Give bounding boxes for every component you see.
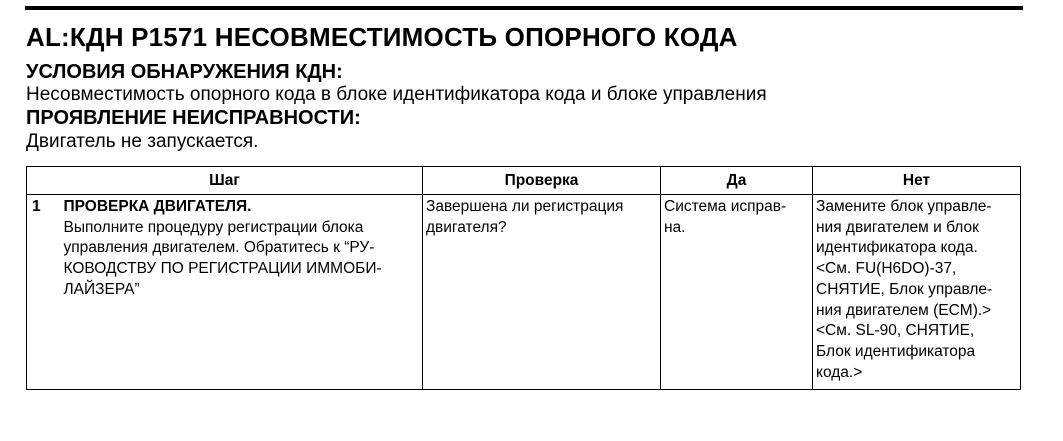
no-line: СНЯТИЕ, Блок управле- <box>816 280 993 298</box>
detection-conditions-text: Несовместимость опорного кода в блоке идентификатора кода и блоке управления <box>26 84 767 105</box>
no-line: кода.> <box>816 363 863 381</box>
no-line: <См. FU(H6DO)-37, <box>816 260 957 278</box>
header-no: Нет <box>813 167 1021 195</box>
no-line: Блок идентификатора <box>816 342 976 360</box>
check-line: Завершена ли регистрация <box>426 198 624 215</box>
no-line: идентификатора кода. <box>816 239 978 257</box>
check-line: двигателя? <box>426 218 507 236</box>
no-line: Замените блок управле- <box>816 198 992 215</box>
check-cell <box>423 195 661 390</box>
no-cell <box>813 195 1021 390</box>
header-yes: Да <box>661 167 813 195</box>
diagnostic-table <box>26 166 1021 390</box>
yes-line: на. <box>664 218 686 236</box>
trouble-symptom-heading: ПРОЯВЛЕНИЕ НЕИСПРАВНОСТИ: <box>26 107 361 129</box>
header-check: Проверка <box>423 167 661 195</box>
yes-cell <box>661 195 813 390</box>
yes-line: Система исправ- <box>664 198 787 215</box>
page-title: AL:КДН P1571 НЕСОВМЕСТИМОСТЬ ОПОРНОГО КОДА <box>26 22 738 52</box>
step-line: ЛАЙЗЕРА” <box>63 280 140 298</box>
no-line: <См. SL-90, СНЯТИЕ, <box>816 322 975 340</box>
no-line: ния двигателем и блок <box>816 218 979 236</box>
step-cell <box>61 195 423 390</box>
step-line: управления двигателем. Обратитесь к “РУ- <box>63 239 375 257</box>
table-header-row <box>27 167 1021 195</box>
header-step: Шаг <box>27 167 423 195</box>
step-number: 1 <box>27 195 61 390</box>
trouble-symptom-text: Двигатель не запускается. <box>26 131 259 152</box>
detection-conditions-heading: УСЛОВИЯ ОБНАРУЖЕНИЯ КДН: <box>26 61 343 83</box>
no-line: ния двигателем (ECM).> <box>816 301 992 319</box>
step-line: КОВОДСТВУ ПО РЕГИСТРАЦИИ ИММОБИ- <box>63 260 382 278</box>
step-line: Выполните процедуру регистрации блока <box>63 218 364 236</box>
step-title: ПРОВЕРКА ДВИГАТЕЛЯ. <box>63 198 252 215</box>
table-row <box>27 195 1021 390</box>
top-rule <box>25 6 1023 10</box>
